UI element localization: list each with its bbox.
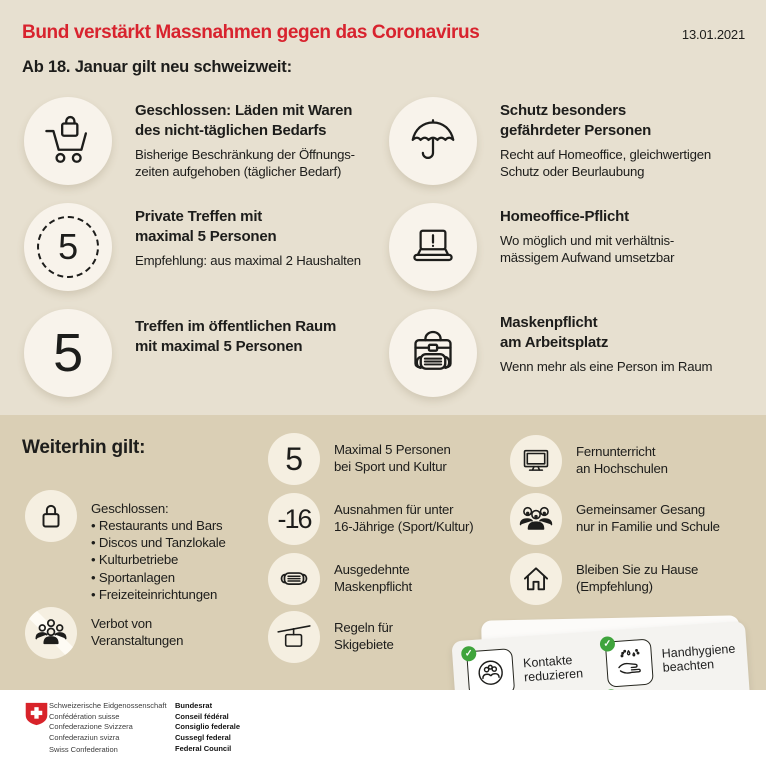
- cable-car-icon: [268, 611, 320, 663]
- footer: [0, 690, 766, 761]
- briefcase-mask-icon: [389, 309, 477, 397]
- federal-council-names: Bundesrat Conseil fédéral Consiglio federale Cussegl federal Federal Council: [175, 701, 241, 753]
- minus-16-icon: [268, 493, 320, 545]
- cable-car-icon: [275, 618, 313, 656]
- measure-subtitle: Recht auf Homeoffice, gleichwertigen Schutz oder Beurlaubung: [500, 147, 711, 180]
- ongoing-text: Geschlossen: • Restaurants und Bars • Discos und Tanzlokale • Kulturbetriebe • Sportanlagen • Freizeiteinrichtungen: [91, 501, 226, 602]
- measure-mask-workplace: [389, 309, 752, 397]
- lock-icon: [33, 498, 69, 534]
- house-icon: [517, 560, 555, 598]
- ongoing-text: Regeln für Skigebiete: [334, 620, 394, 653]
- monitor-icon: [517, 442, 555, 480]
- ongoing-event-ban: [25, 607, 281, 659]
- measure-shops-closed: [24, 97, 387, 185]
- singing-group-icon: [517, 500, 555, 538]
- measure-title: Treffen im öffentlichen Raum mit maximal 5 Personen: [135, 318, 337, 356]
- rule-label: Kontakte reduzieren: [522, 652, 584, 685]
- swiss-shield-icon: [25, 702, 48, 726]
- laptop-alert-icon: [389, 203, 477, 291]
- laptop-alert-icon: [406, 220, 460, 274]
- ongoing-sport-5: [268, 433, 524, 485]
- minus-16-glyph: -16: [277, 503, 311, 534]
- ongoing-text: Ausgedehnte Maskenpflicht: [334, 562, 413, 595]
- measure-title: Schutz besonders gefährdeter Personen: [500, 102, 652, 140]
- ongoing-text: Gemeinsamer Gesang nur in Familie und Schule: [576, 502, 720, 535]
- measure-subtitle: Empfehlung: aus maximal 2 Haushalten: [135, 253, 361, 269]
- crowd-ban-icon: [25, 607, 77, 659]
- measure-private-meetings: [24, 203, 387, 291]
- crowd-ban-icon: [32, 614, 70, 652]
- measure-public-meetings: [24, 309, 387, 397]
- measure-subtitle: Bisherige Beschränkung der Öffnungs- zeiten aufgehoben (täglicher Bedarf): [135, 147, 355, 180]
- measure-homeoffice: [389, 203, 752, 291]
- check-icon: ✓: [461, 646, 477, 662]
- face-mask-icon: [268, 553, 320, 605]
- number-5-glyph: 5: [58, 226, 78, 267]
- ongoing-text: Maximal 5 Personen bei Sport und Kultur: [334, 442, 451, 475]
- contacts-circle-icon: [473, 655, 509, 691]
- ongoing-remote-teaching: [510, 435, 766, 487]
- ongoing-text: Verbot von Veranstaltungen: [91, 616, 184, 649]
- house-icon: [510, 553, 562, 605]
- measure-title: Geschlossen: Läden mit Waren des nicht-täglichen Bedarfs: [135, 102, 353, 140]
- page-subtitle: Ab 18. Januar gilt neu schweizweit:: [22, 58, 292, 76]
- number-5-icon: [268, 433, 320, 485]
- measure-title: Private Treffen mit maximal 5 Personen: [135, 208, 277, 246]
- check-icon: ✓: [599, 636, 615, 652]
- rule-reduce-contacts: [466, 642, 604, 697]
- measure-subtitle: Wenn mehr als eine Person im Raum: [500, 359, 713, 375]
- measure-title: Maskenpflicht am Arbeitsplatz: [500, 314, 609, 352]
- ongoing-text: Ausnahmen für unter 16-Jährige (Sport/Kultur): [334, 502, 474, 535]
- singing-group-icon: [510, 493, 562, 545]
- number-5-glyph: 5: [285, 440, 303, 477]
- rule-hand-hygiene: [605, 632, 743, 687]
- hand-hygiene-icon: [605, 638, 654, 687]
- swiss-confederation-label: Swiss Confederation: [49, 745, 118, 754]
- rule-label: Handhygiene beachten: [661, 641, 736, 675]
- ongoing-heading: Weiterhin gilt:: [22, 437, 146, 458]
- face-mask-icon: [275, 560, 313, 598]
- umbrella-icon: [389, 97, 477, 185]
- measure-protect-vulnerable: [389, 97, 752, 185]
- umbrella-icon: [406, 114, 460, 168]
- ongoing-under-16: [268, 493, 524, 545]
- cart-lock-icon: [24, 97, 112, 185]
- ongoing-singing: [510, 493, 766, 545]
- ongoing-stay-home: [510, 553, 766, 605]
- briefcase-mask-icon: [405, 325, 461, 381]
- date-label: 13.01.2021: [681, 27, 745, 42]
- cart-lock-icon: [40, 113, 96, 169]
- measure-subtitle: Wo möglich und mit verhältnis- mässigem Aufwand umsetzbar: [500, 233, 675, 266]
- hand-hygiene-icon: [611, 645, 647, 681]
- number-5-glyph: 5: [53, 323, 83, 383]
- page-title: Bund verstärkt Massnahmen gegen das Coronavirus: [22, 22, 480, 43]
- number-5-icon: [24, 309, 112, 397]
- ongoing-closed-list: [25, 490, 281, 603]
- ongoing-mask-extended: [268, 553, 524, 605]
- lock-icon: [25, 490, 77, 542]
- dashed-circle-5-icon: [24, 203, 112, 291]
- confederation-names: Schweizerische Eidgenossenschaft Confédération suisse Confederazione Svizzera Confederaziun svizra: [49, 701, 167, 742]
- monitor-icon: [510, 435, 562, 487]
- ongoing-text: Fernunterricht an Hochschulen: [576, 444, 668, 477]
- ongoing-text: Bleiben Sie zu Hause (Empfehlung): [576, 562, 699, 595]
- measure-title: Homeoffice-Pflicht: [500, 208, 629, 225]
